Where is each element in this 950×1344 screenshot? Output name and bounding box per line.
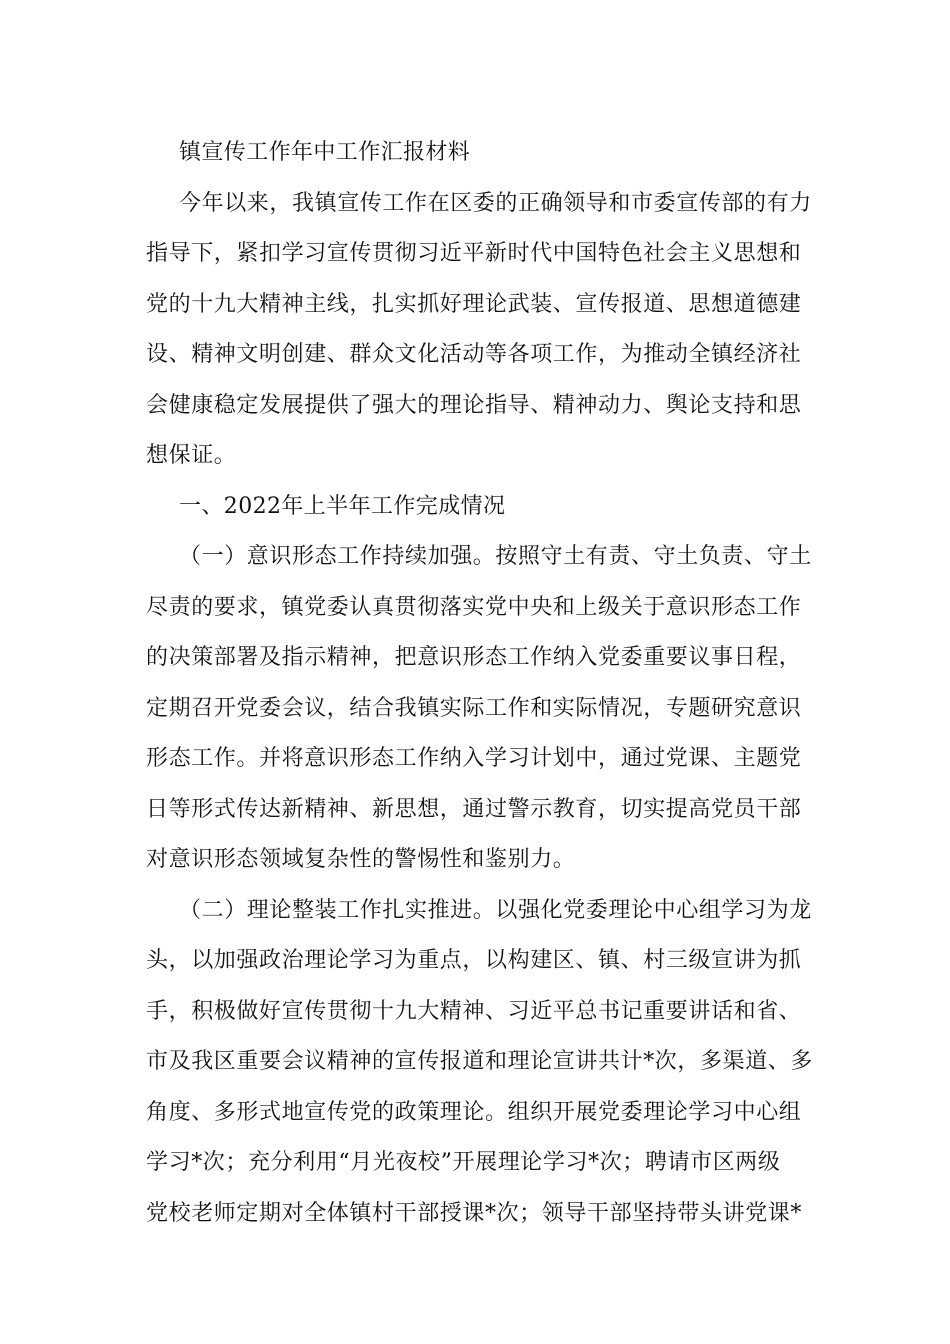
text-line: 市及我区重要会议精神的宣传报道和理论宣讲共计*次，多渠道、多 bbox=[146, 1049, 814, 1074]
intro-paragraph bbox=[146, 179, 812, 482]
document-title: 镇宣传工作年中工作汇报材料 bbox=[179, 140, 471, 165]
text-line: 手，积极做好宣传贯彻十九大精神、习近平总书记重要讲话和省、 bbox=[146, 998, 802, 1024]
text-line: 党的十九大精神主线，扎实抓好理论武装、宣传报道、思想道德建 bbox=[146, 291, 802, 317]
text-line: 日等形式传达新精神、新思想，通过警示教育，切实提高党员干部 bbox=[146, 796, 802, 822]
text-line: 对意识形态领域复杂性的警惕性和鉴别力。 bbox=[146, 847, 576, 872]
text-line: 党校老师定期对全体镇村干部授课*次；领导干部坚持带头讲党课* bbox=[146, 1200, 803, 1226]
document-body bbox=[146, 128, 814, 1239]
text-line: （一）意识形态工作持续加强。按照守土有责、守土负责、守土 bbox=[179, 544, 812, 569]
section-heading: 一、2022年上半年工作完成情况 bbox=[179, 493, 506, 519]
text-line: 指导下，紧扣学习宣传贯彻习近平新时代中国特色社会主义思想和 bbox=[146, 241, 802, 266]
text-line: 学习*次；充分利用“月光夜校”开展理论学习*次；聘请市区两级 bbox=[146, 1150, 781, 1175]
text-line: 会健康稳定发展提供了强大的理论指导、精神动力、舆论支持和思 bbox=[146, 392, 802, 418]
text-line: 的决策部署及指示精神，把意识形态工作纳入党委重要议事日程， bbox=[146, 645, 802, 670]
paragraph-theory-work bbox=[146, 886, 814, 1240]
text-line: 今年以来，我镇宣传工作在区委的正确领导和市委宣传部的有力 bbox=[179, 190, 812, 216]
paragraph-ideology-work bbox=[146, 532, 812, 886]
text-line: 尽责的要求，镇党委认真贯彻落实党中央和上级关于意识形态工作 bbox=[146, 594, 802, 620]
text-line: 形态工作。并将意识形态工作纳入学习计划中，通过党课、主题党 bbox=[146, 746, 802, 771]
text-line: 设、精神文明创建、群众文化活动等各项工作，为推动全镇经济社 bbox=[146, 342, 802, 367]
text-line: 定期召开党委会议，结合我镇实际工作和实际情况，专题研究意识 bbox=[146, 695, 802, 721]
text-line: （二）理论整装工作扎实推进。以强化党委理论中心组学习为龙 bbox=[179, 897, 812, 923]
text-line: 头，以加强政治理论学习为重点，以构建区、镇、村三级宣讲为抓 bbox=[146, 948, 802, 973]
text-line: 想保证。 bbox=[146, 443, 237, 468]
text-line: 角度、多形式地宣传党的政策理论。组织开展党委理论学习中心组 bbox=[146, 1099, 802, 1125]
